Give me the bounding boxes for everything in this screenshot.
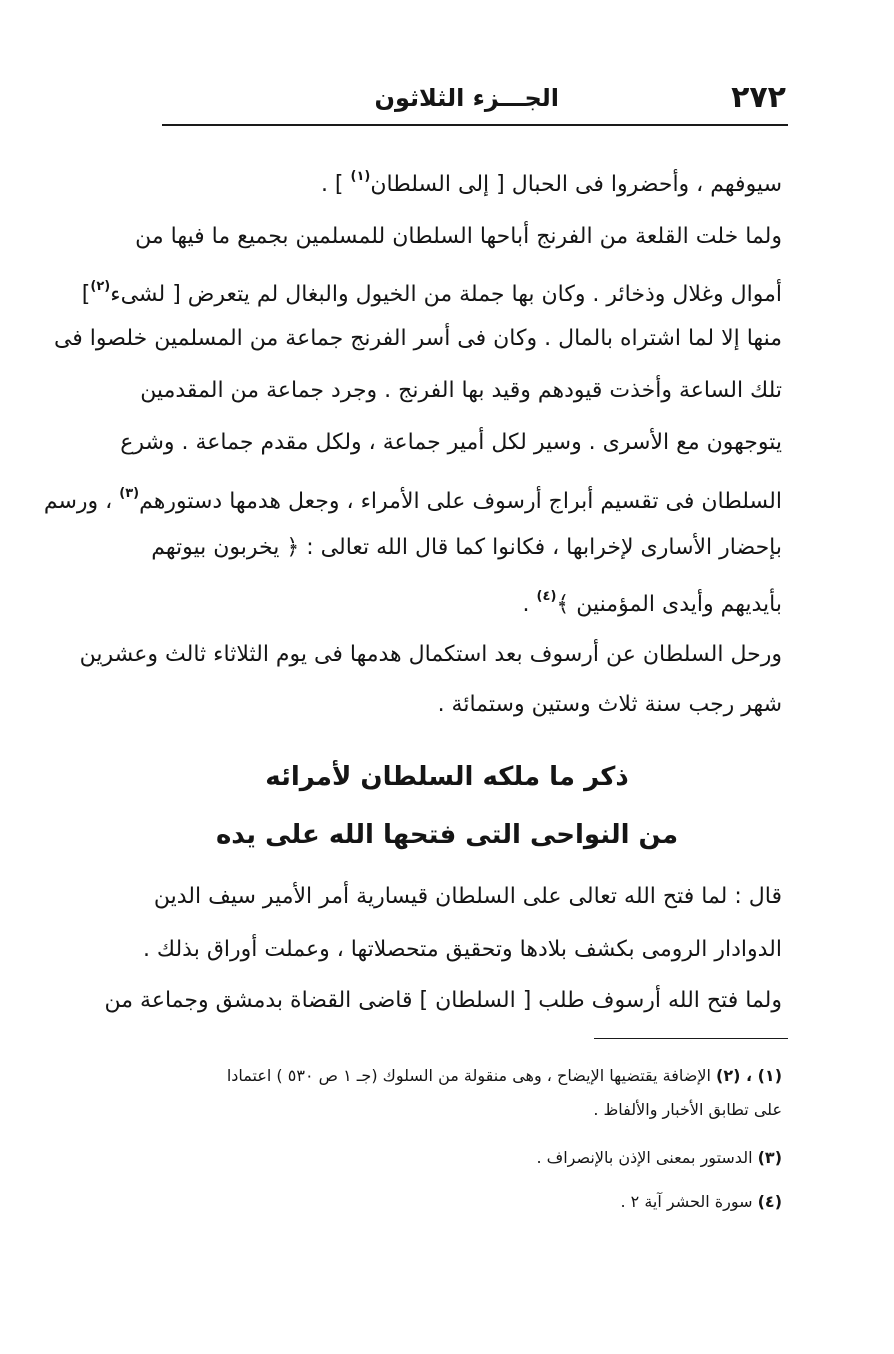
footnote-1-2-continued-text: على تطابق الأخبار والألفاظ . — [593, 1100, 782, 1119]
text-line-3 — [81, 272, 782, 310]
text-line-2: ولما خلت القلعة من الفرنج أباحها السلطان للمسلمين بجميع ما فيها من — [135, 224, 782, 249]
footnote-1-2 — [227, 1064, 782, 1088]
section-heading-line-2: من النواحى التى فتحها الله على يده — [215, 820, 679, 850]
footnote-rule — [594, 1038, 788, 1039]
text-line-4: منها إلا لما اشتراه بالمال . وكان فى أسر الفرنج جماعة من المسلمين خلصوا فى — [53, 326, 782, 351]
footnote-marker-1: (١) — [350, 169, 371, 184]
footnote-3 — [536, 1146, 782, 1170]
text-line-1-tail: ] . — [320, 172, 344, 197]
footnote-4-number: (٤) — [757, 1192, 782, 1211]
footnote-1-2-continued — [593, 1098, 782, 1122]
running-title: الجـــزء الثلاثون — [374, 84, 559, 112]
text-line-6: يتوجهون مع الأسرى . وسير لكل أمير جماعة ، ولكل مقدم جماعة . وشرع — [120, 430, 782, 455]
footnote-marker-3: (٣) — [119, 486, 140, 501]
footnote-marker-4: (٤) — [536, 589, 557, 604]
text-line-7 — [43, 479, 782, 517]
text-line-8: بإحضار الأسارى لإخرابها ، فكانوا كما قال الله تعالى : ﴿ يخربون بيوتهم — [151, 535, 782, 560]
text-line-11: شهر رجب سنة ثلاث وستين وستمائة . — [437, 692, 782, 717]
text-line-3-tail: ] — [81, 282, 91, 307]
text-line-1-text: سيوفهم ، وأحضروا فى الحبال [ إلى السلطان — [370, 172, 782, 197]
footnote-1-2-number: (١) ، (٢) — [716, 1066, 782, 1085]
footnote-3-text: الدستور بمعنى الإذن بالإنصراف . — [536, 1148, 753, 1167]
footnote-1-2-text: الإضافة يقتضيها الإيضاح ، وهى منقولة من السلوك (جـ ١ ص ٥٣٠ ) اعتمادا — [226, 1066, 711, 1085]
page-number: ٢٧٢ — [731, 80, 786, 115]
section-heading-line-1: ذكر ما ملكه السلطان لأمرائه — [265, 762, 629, 792]
text-line-10: ورحل السلطان عن أرسوف بعد استكمال هدمها فى يوم الثلاثاء ثالث وعشرين — [79, 642, 782, 667]
header-rule — [162, 124, 788, 126]
text-line-3-text: أموال وغلال وذخائر . وكان بها جملة من الخيول والبغال لم يتعرض [ لشىء — [110, 282, 782, 307]
footnote-marker-2: (٢) — [90, 279, 111, 294]
text-line-13: الدوادار الرومى بكشف بلادها وتحقيق متحصلاتها ، وعملت أوراق بذلك . — [142, 937, 782, 962]
text-line-1 — [168, 162, 782, 200]
footnote-3-number: (٣) — [757, 1148, 782, 1167]
text-line-9-text: بأيديهم وأيدى المؤمنين ﴾ — [556, 592, 782, 617]
text-line-5: تلك الساعة وأخذت قيودهم وقيد بها الفرنج . وجرد جماعة من المقدمين — [140, 378, 782, 403]
text-line-7-text: السلطان فى تقسيم أبراج أرسوف على الأمراء ، وجعل هدمها دستورهم — [139, 489, 782, 514]
text-line-14: ولما فتح الله أرسوف طلب [ السلطان ] قاضى القضاة بدمشق وجماعة من — [104, 988, 782, 1013]
footnote-4 — [620, 1190, 782, 1214]
text-line-9 — [168, 582, 782, 620]
text-line-12: قال : لما فتح الله تعالى على السلطان قيسارية أمر الأمير سيف الدين — [153, 884, 782, 909]
footnote-4-text: سورة الحشر آية ٢ . — [620, 1192, 753, 1211]
text-line-7-tail: ، ورسم — [43, 489, 113, 514]
text-line-9-tail: . — [522, 592, 530, 617]
